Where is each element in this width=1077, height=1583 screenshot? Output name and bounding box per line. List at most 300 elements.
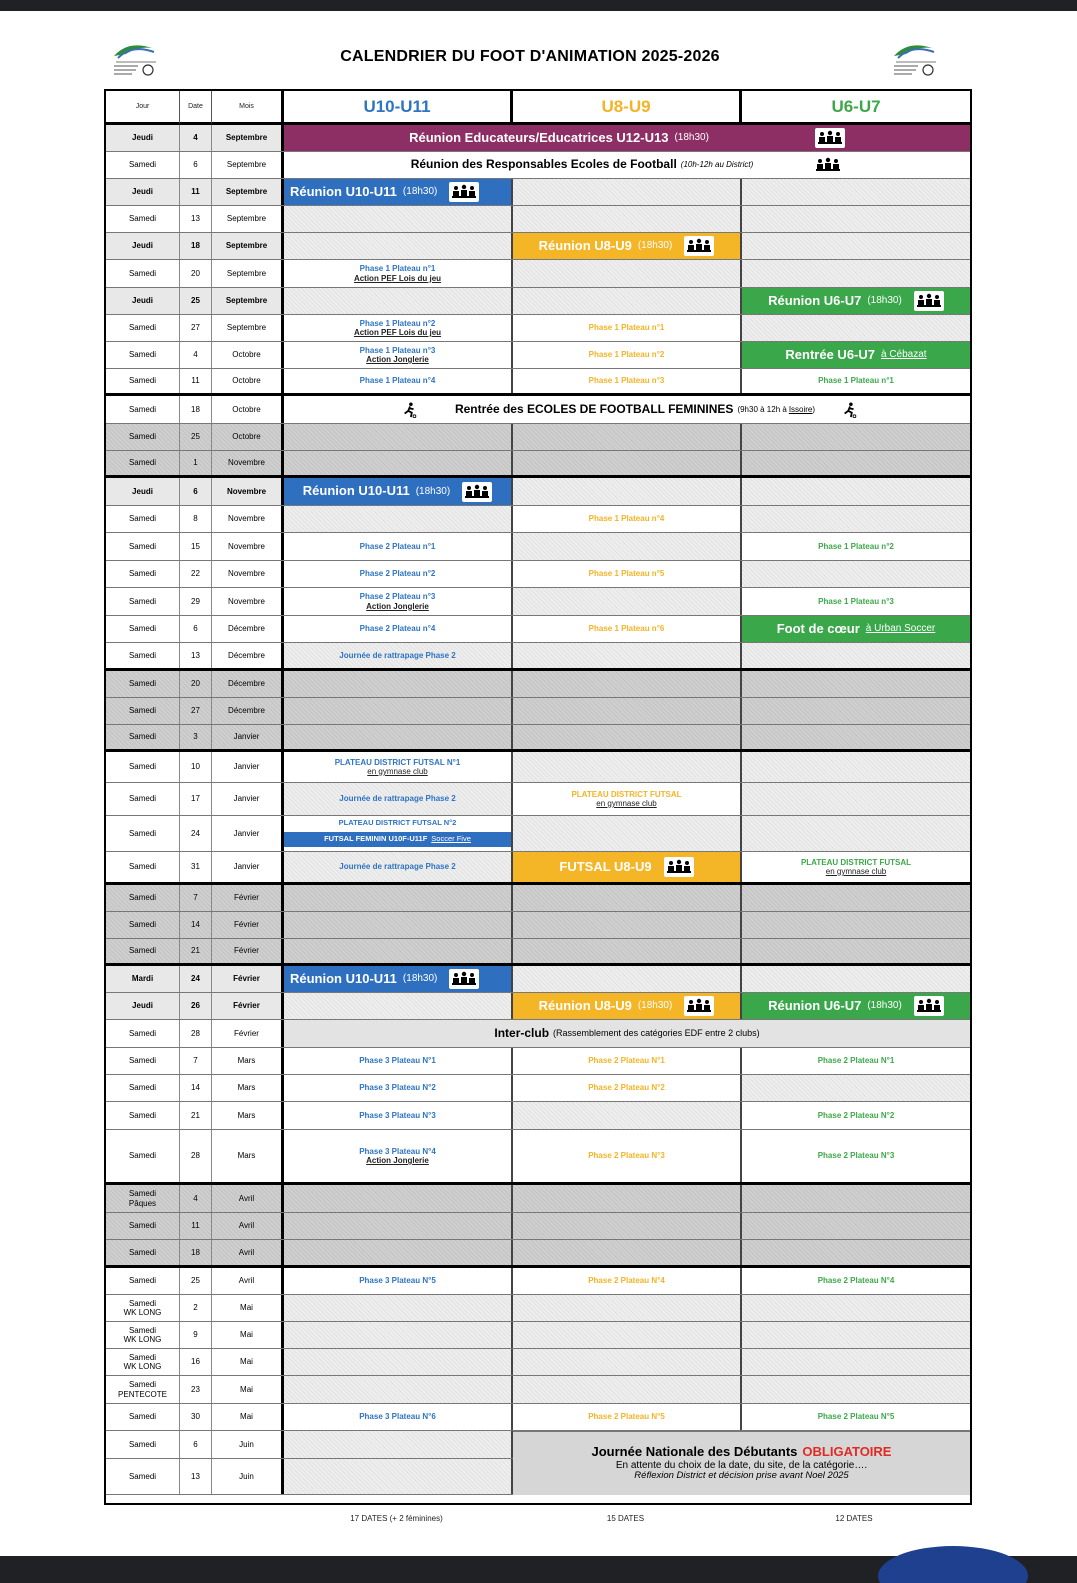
date-label: 6 xyxy=(193,1439,198,1449)
date-label: 17 xyxy=(191,794,200,804)
cell-u8-u9 xyxy=(513,315,742,341)
cell-u6-u7 xyxy=(742,1048,970,1074)
day-label: Samedi xyxy=(128,1247,157,1257)
cell-u6-u7 xyxy=(742,288,970,314)
month-label: Février xyxy=(234,920,259,930)
date-label: 6 xyxy=(193,486,198,496)
empty-cell xyxy=(284,698,513,724)
date-cell xyxy=(180,912,212,938)
header-u8-u9: U8-U9 xyxy=(513,91,742,125)
cell-u6-u7 xyxy=(742,315,970,341)
day-cell xyxy=(106,396,180,423)
day-label: Samedi xyxy=(128,596,157,606)
day-cell xyxy=(106,1240,180,1265)
day-note: PENTECOTE xyxy=(118,1389,167,1399)
cell-text: Phase 2 Plateau N°5 xyxy=(588,1412,665,1422)
cell-text: Phase 2 Plateau N°1 xyxy=(817,1056,895,1066)
cell-u10-u11 xyxy=(284,478,513,505)
cell-text: Phase 2 Plateau N°3 xyxy=(588,1151,665,1161)
cell-u10-u11 xyxy=(284,506,513,532)
day-cell xyxy=(106,533,180,560)
event-time: (18h30) xyxy=(867,295,902,307)
day-cell xyxy=(106,1102,180,1129)
date-label: 28 xyxy=(191,1151,200,1161)
month-cell xyxy=(212,533,284,560)
cell-u8-u9 xyxy=(513,616,742,642)
calendar-row xyxy=(106,1020,970,1048)
cell-u10-u11 xyxy=(284,588,513,615)
cell-action: Action Jonglerie xyxy=(366,355,429,364)
cell-text: Phase 3 Plateau N°3 xyxy=(359,1110,436,1120)
calendar-table xyxy=(104,89,972,1505)
cell-u8-u9 xyxy=(513,966,742,992)
cell-u10-u11 xyxy=(284,1404,513,1430)
month-label: Décembre xyxy=(228,706,265,716)
month-cell xyxy=(212,1075,284,1101)
event-title: Réunion U6-U7 xyxy=(768,292,862,308)
calendar-row xyxy=(106,260,970,288)
cell-u10-u11 xyxy=(284,561,513,587)
month-label: Décembre xyxy=(228,624,265,634)
month-label: Décembre xyxy=(228,679,265,689)
day-cell xyxy=(106,752,180,782)
cell-text: Phase 1 Plateau n°2 xyxy=(588,350,665,360)
cell-u10-u11 xyxy=(284,1349,513,1375)
day-cell xyxy=(106,698,180,724)
day-label: Samedi xyxy=(128,946,157,956)
month-cell xyxy=(212,1048,284,1074)
day-label: Samedi xyxy=(128,350,157,360)
event-title: Réunion U10-U11 xyxy=(290,183,397,199)
date-label: 30 xyxy=(191,1412,200,1422)
cell-u6-u7 xyxy=(742,1075,970,1101)
calendar-row xyxy=(106,1240,970,1268)
month-label: Novembre xyxy=(228,569,265,579)
calendar-row xyxy=(106,1102,970,1130)
cell-u8-u9 xyxy=(513,643,742,668)
cell-u10-u11 xyxy=(284,752,513,782)
cell-u6-u7 xyxy=(742,506,970,532)
date-label: 16 xyxy=(191,1357,200,1367)
month-label: Avril xyxy=(238,1221,255,1231)
cell-u6-u7 xyxy=(742,1295,970,1321)
event-title: Réunion Educateurs/Educatrices U12-U13 xyxy=(409,129,669,145)
empty-cell xyxy=(513,885,742,911)
cell-u10-u11 xyxy=(284,1295,513,1321)
month-label: Mars xyxy=(237,1056,256,1066)
date-label: 25 xyxy=(191,296,200,306)
day-label: Jeudi xyxy=(132,296,153,306)
day-cell xyxy=(106,561,180,587)
cell-u8-u9 xyxy=(513,233,742,259)
event-location[interactable]: à Urban Soccer xyxy=(865,623,936,635)
jnd-title-text: Journée Nationale des Débutants xyxy=(591,1443,798,1459)
day-cell xyxy=(106,966,180,992)
date-label: 2 xyxy=(193,1303,198,1313)
date-cell xyxy=(180,1295,212,1321)
month-cell xyxy=(212,885,284,911)
cell-u8-u9 xyxy=(513,1322,742,1348)
calendar-row xyxy=(106,1349,970,1376)
cell-text: Phase 3 Plateau N°1 xyxy=(359,1056,436,1066)
date-cell xyxy=(180,588,212,615)
day-label: Jeudi xyxy=(132,187,153,197)
month-cell xyxy=(212,1185,284,1212)
futsal-feminin-label: FUTSAL FEMININ U10F-U11F xyxy=(324,833,428,843)
date-cell xyxy=(180,671,212,697)
day-cell xyxy=(106,1431,180,1458)
month-label: Septembre xyxy=(226,323,267,333)
footer-u10-u11-count: 17 DATES (+ 2 féminines) xyxy=(350,1514,443,1523)
cell-text: Phase 1 Plateau n°2 xyxy=(359,318,436,328)
empty-cell xyxy=(284,1185,513,1212)
group-icon xyxy=(684,236,714,256)
day-label: Samedi xyxy=(128,794,157,804)
date-cell xyxy=(180,533,212,560)
futsal-feminin-location[interactable]: Soccer Five xyxy=(431,833,471,843)
month-label: Mars xyxy=(237,1083,256,1093)
day-cell xyxy=(106,725,180,749)
day-cell xyxy=(106,852,180,882)
month-label: Février xyxy=(233,1001,260,1011)
month-label: Janvier xyxy=(233,762,260,772)
empty-cell xyxy=(513,725,742,749)
cell-u10-u11 xyxy=(284,783,513,815)
date-label: 6 xyxy=(193,624,198,634)
month-cell xyxy=(212,1295,284,1321)
empty-cell xyxy=(284,451,513,475)
event-location[interactable]: à Cébazat xyxy=(881,349,927,361)
cell-u6-u7 xyxy=(742,478,970,505)
calendar-row xyxy=(106,993,970,1020)
month-cell xyxy=(212,1459,284,1494)
date-cell xyxy=(180,1020,212,1047)
event-time: (18h30) xyxy=(637,240,673,252)
date-label: 25 xyxy=(191,1276,200,1286)
date-label: 21 xyxy=(191,946,200,956)
cell-u10-u11 xyxy=(284,816,513,851)
empty-cell xyxy=(742,451,970,475)
empty-cell xyxy=(742,1185,970,1212)
cell-u8-u9 xyxy=(513,179,742,205)
day-cell xyxy=(106,478,180,505)
month-cell xyxy=(212,1322,284,1348)
day-label: Samedi xyxy=(128,432,157,442)
date-cell xyxy=(180,179,212,205)
cell-u8-u9 xyxy=(513,533,742,560)
event-banner xyxy=(284,396,970,423)
calendar-row xyxy=(106,671,970,698)
month-cell xyxy=(212,396,284,423)
day-label: Jeudi xyxy=(132,1001,153,1011)
month-cell xyxy=(212,152,284,178)
cell-u10-u11 xyxy=(284,1376,513,1403)
empty-cell xyxy=(742,912,970,938)
date-cell xyxy=(180,1240,212,1265)
cell-text: Phase 3 Plateau N°5 xyxy=(359,1276,436,1286)
cell-u10-u11 xyxy=(284,1048,513,1074)
empty-cell xyxy=(513,912,742,938)
cell-u6-u7 xyxy=(742,342,970,368)
empty-cell xyxy=(742,1240,970,1265)
day-label: Samedi xyxy=(128,160,157,170)
month-cell xyxy=(212,725,284,749)
day-label: Jeudi xyxy=(132,133,153,143)
month-label: Novembre xyxy=(228,541,265,551)
cell-u8-u9 xyxy=(513,1130,742,1182)
floating-button[interactable] xyxy=(878,1546,1028,1583)
cell-text: Phase 1 Plateau n°1 xyxy=(818,376,894,386)
event-title: FUTSAL U8-U9 xyxy=(559,858,652,874)
calendar-row xyxy=(106,1268,970,1295)
date-label: 24 xyxy=(191,828,200,838)
cell-text: Journée de rattrapage Phase 2 xyxy=(339,862,456,872)
day-label: Samedi xyxy=(128,1221,157,1231)
month-label: Novembre xyxy=(226,486,267,496)
day-cell xyxy=(106,125,180,151)
date-cell xyxy=(180,725,212,749)
cell-u6-u7 xyxy=(742,1130,970,1182)
empty-cell xyxy=(513,698,742,724)
header-date: Date xyxy=(180,91,212,125)
runner-icon xyxy=(395,400,425,420)
date-label: 13 xyxy=(191,214,200,224)
date-cell xyxy=(180,852,212,882)
cell-u6-u7 xyxy=(742,1349,970,1375)
date-cell xyxy=(180,993,212,1019)
date-cell xyxy=(180,1431,212,1458)
empty-cell xyxy=(513,671,742,697)
month-cell xyxy=(212,1213,284,1239)
cell-action: Action PEF Lois du jeu xyxy=(353,328,442,337)
date-cell xyxy=(180,966,212,992)
cell-u6-u7 xyxy=(742,616,970,642)
date-label: 11 xyxy=(191,376,200,386)
month-cell xyxy=(212,816,284,851)
date-cell xyxy=(180,1048,212,1074)
month-label: Septembre xyxy=(225,241,268,251)
month-label: Septembre xyxy=(225,187,268,197)
cell-u6-u7 xyxy=(742,369,970,393)
date-cell xyxy=(180,1213,212,1239)
calendar-row xyxy=(106,1295,970,1322)
day-note: WK LONG xyxy=(123,1308,162,1317)
cell-text: Phase 3 Plateau N°4 xyxy=(359,1146,436,1156)
footer-u8-u9-count: 15 DATES xyxy=(606,1514,645,1523)
cell-u10-u11 xyxy=(284,1130,513,1182)
calendar-row xyxy=(106,506,970,533)
calendar-row xyxy=(106,315,970,342)
cell-u6-u7 xyxy=(742,643,970,668)
empty-cell xyxy=(284,912,513,938)
month-label: Mai xyxy=(240,1412,253,1422)
date-label: 7 xyxy=(193,893,198,903)
month-cell xyxy=(212,179,284,205)
date-label: 13 xyxy=(191,650,200,660)
calendar-row xyxy=(106,179,970,206)
calendar-row xyxy=(106,643,970,671)
jnd-obligatoire: OBLIGATOIRE xyxy=(802,1443,892,1459)
group-icon xyxy=(449,969,479,989)
cell-u6-u7 xyxy=(742,179,970,205)
cell-u10-u11 xyxy=(284,616,513,642)
month-label: Avril xyxy=(238,1276,255,1286)
calendar-row xyxy=(106,369,970,396)
date-label: 3 xyxy=(193,732,198,742)
top-bar xyxy=(0,0,1077,11)
cell-text: Phase 2 Plateau N°2 xyxy=(817,1110,895,1120)
date-cell xyxy=(180,260,212,287)
date-label: 4 xyxy=(193,350,198,360)
event-title: Réunion U10-U11 xyxy=(302,483,410,499)
day-label: Samedi xyxy=(128,268,157,278)
cell-u8-u9 xyxy=(513,1404,742,1430)
month-label: Mai xyxy=(240,1303,253,1313)
date-label: 10 xyxy=(191,762,200,772)
date-cell xyxy=(180,1322,212,1348)
cell-u6-u7 xyxy=(742,1376,970,1403)
date-cell xyxy=(180,206,212,232)
day-cell xyxy=(106,1404,180,1430)
cell-u6-u7 xyxy=(742,966,970,992)
day-cell xyxy=(106,288,180,314)
month-cell xyxy=(212,1431,284,1458)
cell-u10-u11 xyxy=(284,342,513,368)
date-label: 20 xyxy=(191,268,200,278)
day-label: Samedi xyxy=(128,214,157,224)
journee-nationale-debutants xyxy=(513,1431,970,1495)
day-cell xyxy=(106,912,180,938)
cell-text: Phase 2 Plateau n°2 xyxy=(359,569,436,579)
district-logo-right xyxy=(888,36,944,84)
month-label: Juin xyxy=(239,1439,254,1449)
cell-text: Phase 1 Plateau n°6 xyxy=(588,624,665,634)
cell-action: Action Jonglerie xyxy=(366,1156,429,1165)
cell-u10-u11 xyxy=(284,643,513,668)
cell-text: Phase 1 Plateau n°2 xyxy=(818,541,894,551)
event-title: Foot de cœur xyxy=(776,620,860,636)
group-icon xyxy=(815,128,845,148)
empty-cell xyxy=(513,939,742,963)
cell-u10-u11 xyxy=(284,533,513,560)
day-label: Samedi xyxy=(128,624,157,634)
month-label: Octobre xyxy=(232,350,261,360)
date-cell xyxy=(180,424,212,450)
cell-u8-u9 xyxy=(513,1376,742,1403)
calendar-row xyxy=(106,588,970,616)
cell-location: en gymnase club xyxy=(825,867,887,876)
cell-text: PLATEAU DISTRICT FUTSAL xyxy=(571,789,682,799)
month-cell xyxy=(212,506,284,532)
date-cell xyxy=(180,1459,212,1494)
month-label: Février xyxy=(234,946,259,956)
event-time: (18h30) xyxy=(867,1000,902,1012)
date-cell xyxy=(180,885,212,911)
cell-u10-u11 xyxy=(284,1322,513,1348)
month-cell xyxy=(212,966,284,992)
calendar-row xyxy=(106,1048,970,1075)
month-cell xyxy=(212,369,284,393)
cell-u6-u7 xyxy=(742,1102,970,1129)
group-icon xyxy=(462,482,492,502)
event-note: (10h-12h au District) xyxy=(680,160,754,170)
date-cell xyxy=(180,342,212,368)
date-cell xyxy=(180,506,212,532)
date-cell xyxy=(180,396,212,423)
day-cell xyxy=(106,1459,180,1494)
empty-cell xyxy=(742,671,970,697)
empty-cell xyxy=(284,1240,513,1265)
cell-text: Phase 2 Plateau N°2 xyxy=(588,1083,665,1093)
group-icon xyxy=(684,996,714,1016)
day-note: WK LONG xyxy=(123,1362,162,1371)
cell-u8-u9 xyxy=(513,478,742,505)
month-cell xyxy=(212,206,284,232)
cell-u6-u7 xyxy=(742,206,970,232)
calendar-row xyxy=(106,451,970,478)
month-label: Avril xyxy=(238,1247,255,1257)
month-label: Novembre xyxy=(228,458,265,468)
month-cell xyxy=(212,912,284,938)
month-cell xyxy=(212,1130,284,1182)
date-label: 22 xyxy=(191,569,200,579)
day-label: Samedi xyxy=(128,1325,157,1335)
day-label: Samedi xyxy=(128,1352,157,1362)
day-cell xyxy=(106,315,180,341)
day-cell xyxy=(106,885,180,911)
day-label: Samedi xyxy=(128,1189,157,1199)
calendar-row xyxy=(106,616,970,643)
month-cell xyxy=(212,1102,284,1129)
cell-u8-u9 xyxy=(513,1349,742,1375)
empty-cell xyxy=(284,671,513,697)
day-label: Jeudi xyxy=(132,241,153,251)
cell-text: Phase 2 Plateau N°1 xyxy=(588,1056,665,1066)
month-label: Juin xyxy=(239,1471,254,1481)
month-label: Septembre xyxy=(226,160,267,170)
month-label: Janvier xyxy=(233,732,260,742)
empty-cell xyxy=(742,885,970,911)
month-cell xyxy=(212,643,284,668)
cell-text: Phase 2 Plateau N°3 xyxy=(817,1151,895,1161)
cell-location: en gymnase club xyxy=(367,767,428,776)
calendar-row xyxy=(106,966,970,993)
cell-u6-u7 xyxy=(742,783,970,815)
month-cell xyxy=(212,125,284,151)
cell-u6-u7 xyxy=(742,260,970,287)
event-location: Issoire xyxy=(788,404,813,414)
day-label: Samedi xyxy=(128,1083,157,1093)
day-label: Samedi xyxy=(128,569,157,579)
event-banner xyxy=(284,1020,970,1047)
day-cell xyxy=(106,451,180,475)
date-label: 15 xyxy=(191,541,200,551)
event-end: ) xyxy=(812,404,816,414)
day-cell xyxy=(106,588,180,615)
page-title: CALENDRIER DU FOOT D'ANIMATION 2025-2026 xyxy=(340,48,720,65)
date-label: 23 xyxy=(191,1384,200,1394)
date-cell xyxy=(180,616,212,642)
calendar-row xyxy=(106,939,970,966)
cell-text: PLATEAU DISTRICT FUTSAL xyxy=(800,857,912,867)
footer-u6-u7-count: 12 DATES xyxy=(835,1514,873,1523)
cell-text: Phase 1 Plateau n°3 xyxy=(359,345,436,355)
month-label: Septembre xyxy=(225,296,268,306)
date-label: 7 xyxy=(193,1056,198,1066)
group-icon xyxy=(449,182,479,202)
cell-u8-u9 xyxy=(513,852,742,882)
day-label: Samedi xyxy=(128,679,157,689)
